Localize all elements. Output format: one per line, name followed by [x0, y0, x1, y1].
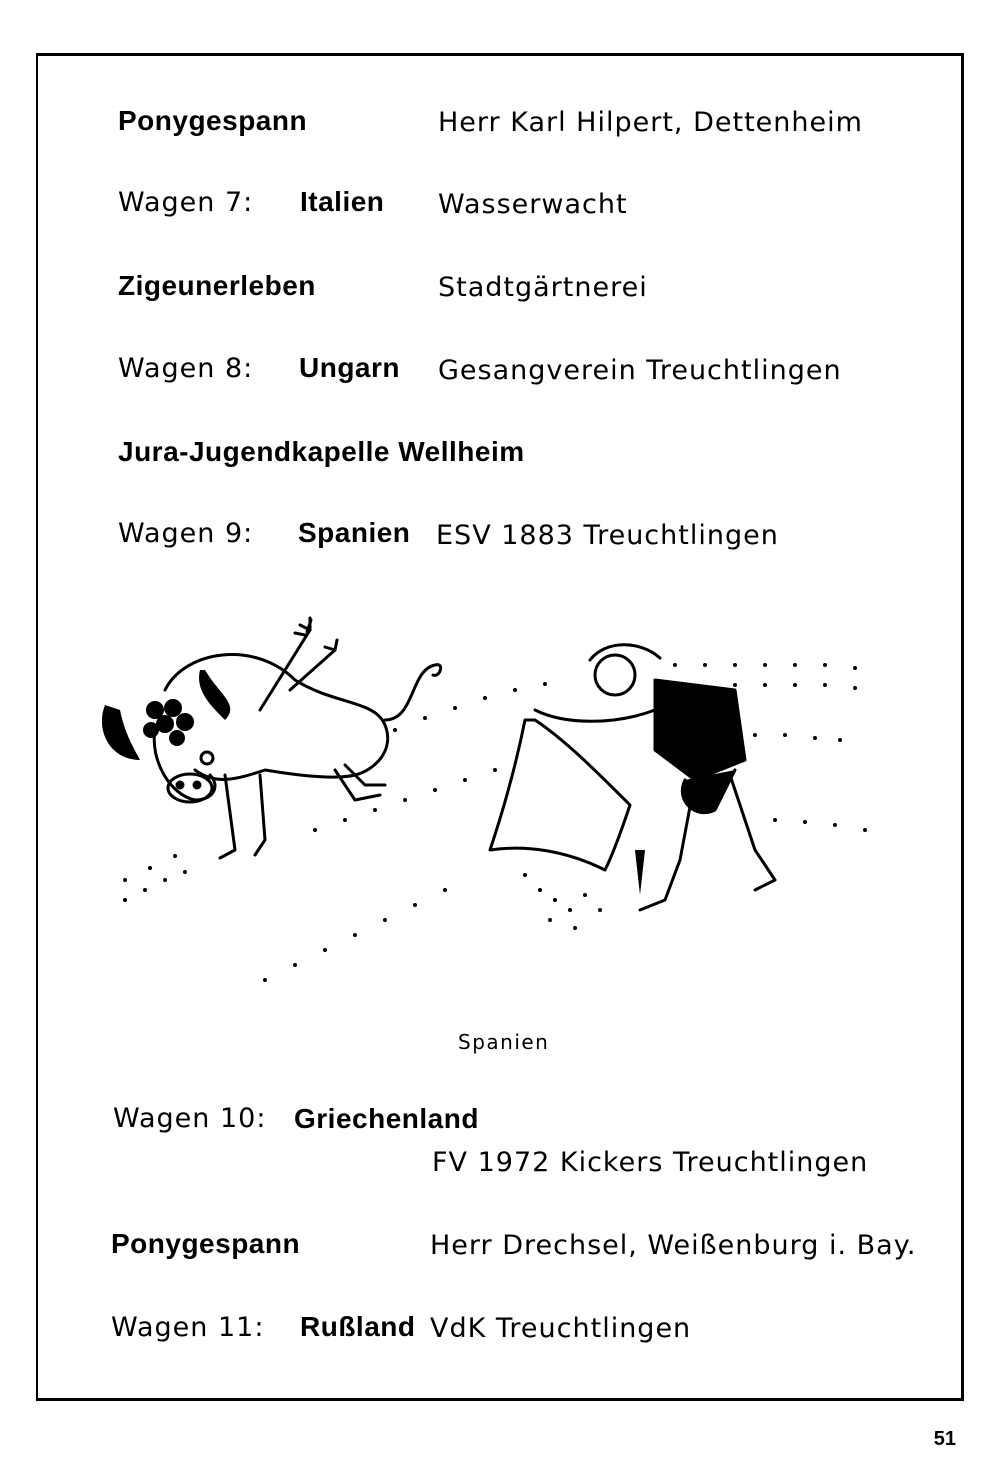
entry-sponsor: VdK Treuchtlingen [430, 1313, 692, 1344]
wagen-country: Spanien [298, 517, 411, 548]
bullfight-illustration [95, 610, 895, 1000]
wagen-label: Wagen 9: [118, 518, 254, 549]
entry-title-jugendkapelle: Jura-Jugendkapelle Wellheim [118, 436, 525, 467]
page-number: 51 [933, 1428, 956, 1450]
entry-title-ponygespann: Ponygespann [111, 1228, 301, 1259]
wagen-label: Wagen 8: [118, 353, 254, 384]
wagen-country: Rußland [300, 1311, 416, 1342]
entry-sponsor: Wasserwacht [438, 189, 628, 220]
entry-sponsor: Gesangverein Treuchtlingen [438, 355, 842, 386]
entry-title-ponygespann: Ponygespann [118, 105, 308, 136]
entry-sponsor: Stadtgärtnerei [438, 272, 648, 303]
wagen-label: Wagen 7: [118, 187, 254, 218]
wagen-label: Wagen 10: [113, 1103, 267, 1134]
wagen-country: Griechenland [294, 1103, 479, 1134]
entry-sponsor: FV 1972 Kickers Treuchtlingen [432, 1147, 869, 1178]
illustration-caption: Spanien [458, 1030, 550, 1054]
wagen-label: Wagen 11: [111, 1312, 265, 1343]
entry-sponsor: Herr Drechsel, Weißenburg i. Bay. [430, 1230, 917, 1261]
wagen-country: Ungarn [299, 352, 400, 383]
entry-sponsor: ESV 1883 Treuchtlingen [436, 520, 779, 551]
entry-sponsor: Herr Karl Hilpert, Dettenheim [438, 107, 863, 138]
wagen-country: Italien [300, 186, 385, 217]
entry-title-zigeunerleben: Zigeunerleben [118, 270, 316, 301]
